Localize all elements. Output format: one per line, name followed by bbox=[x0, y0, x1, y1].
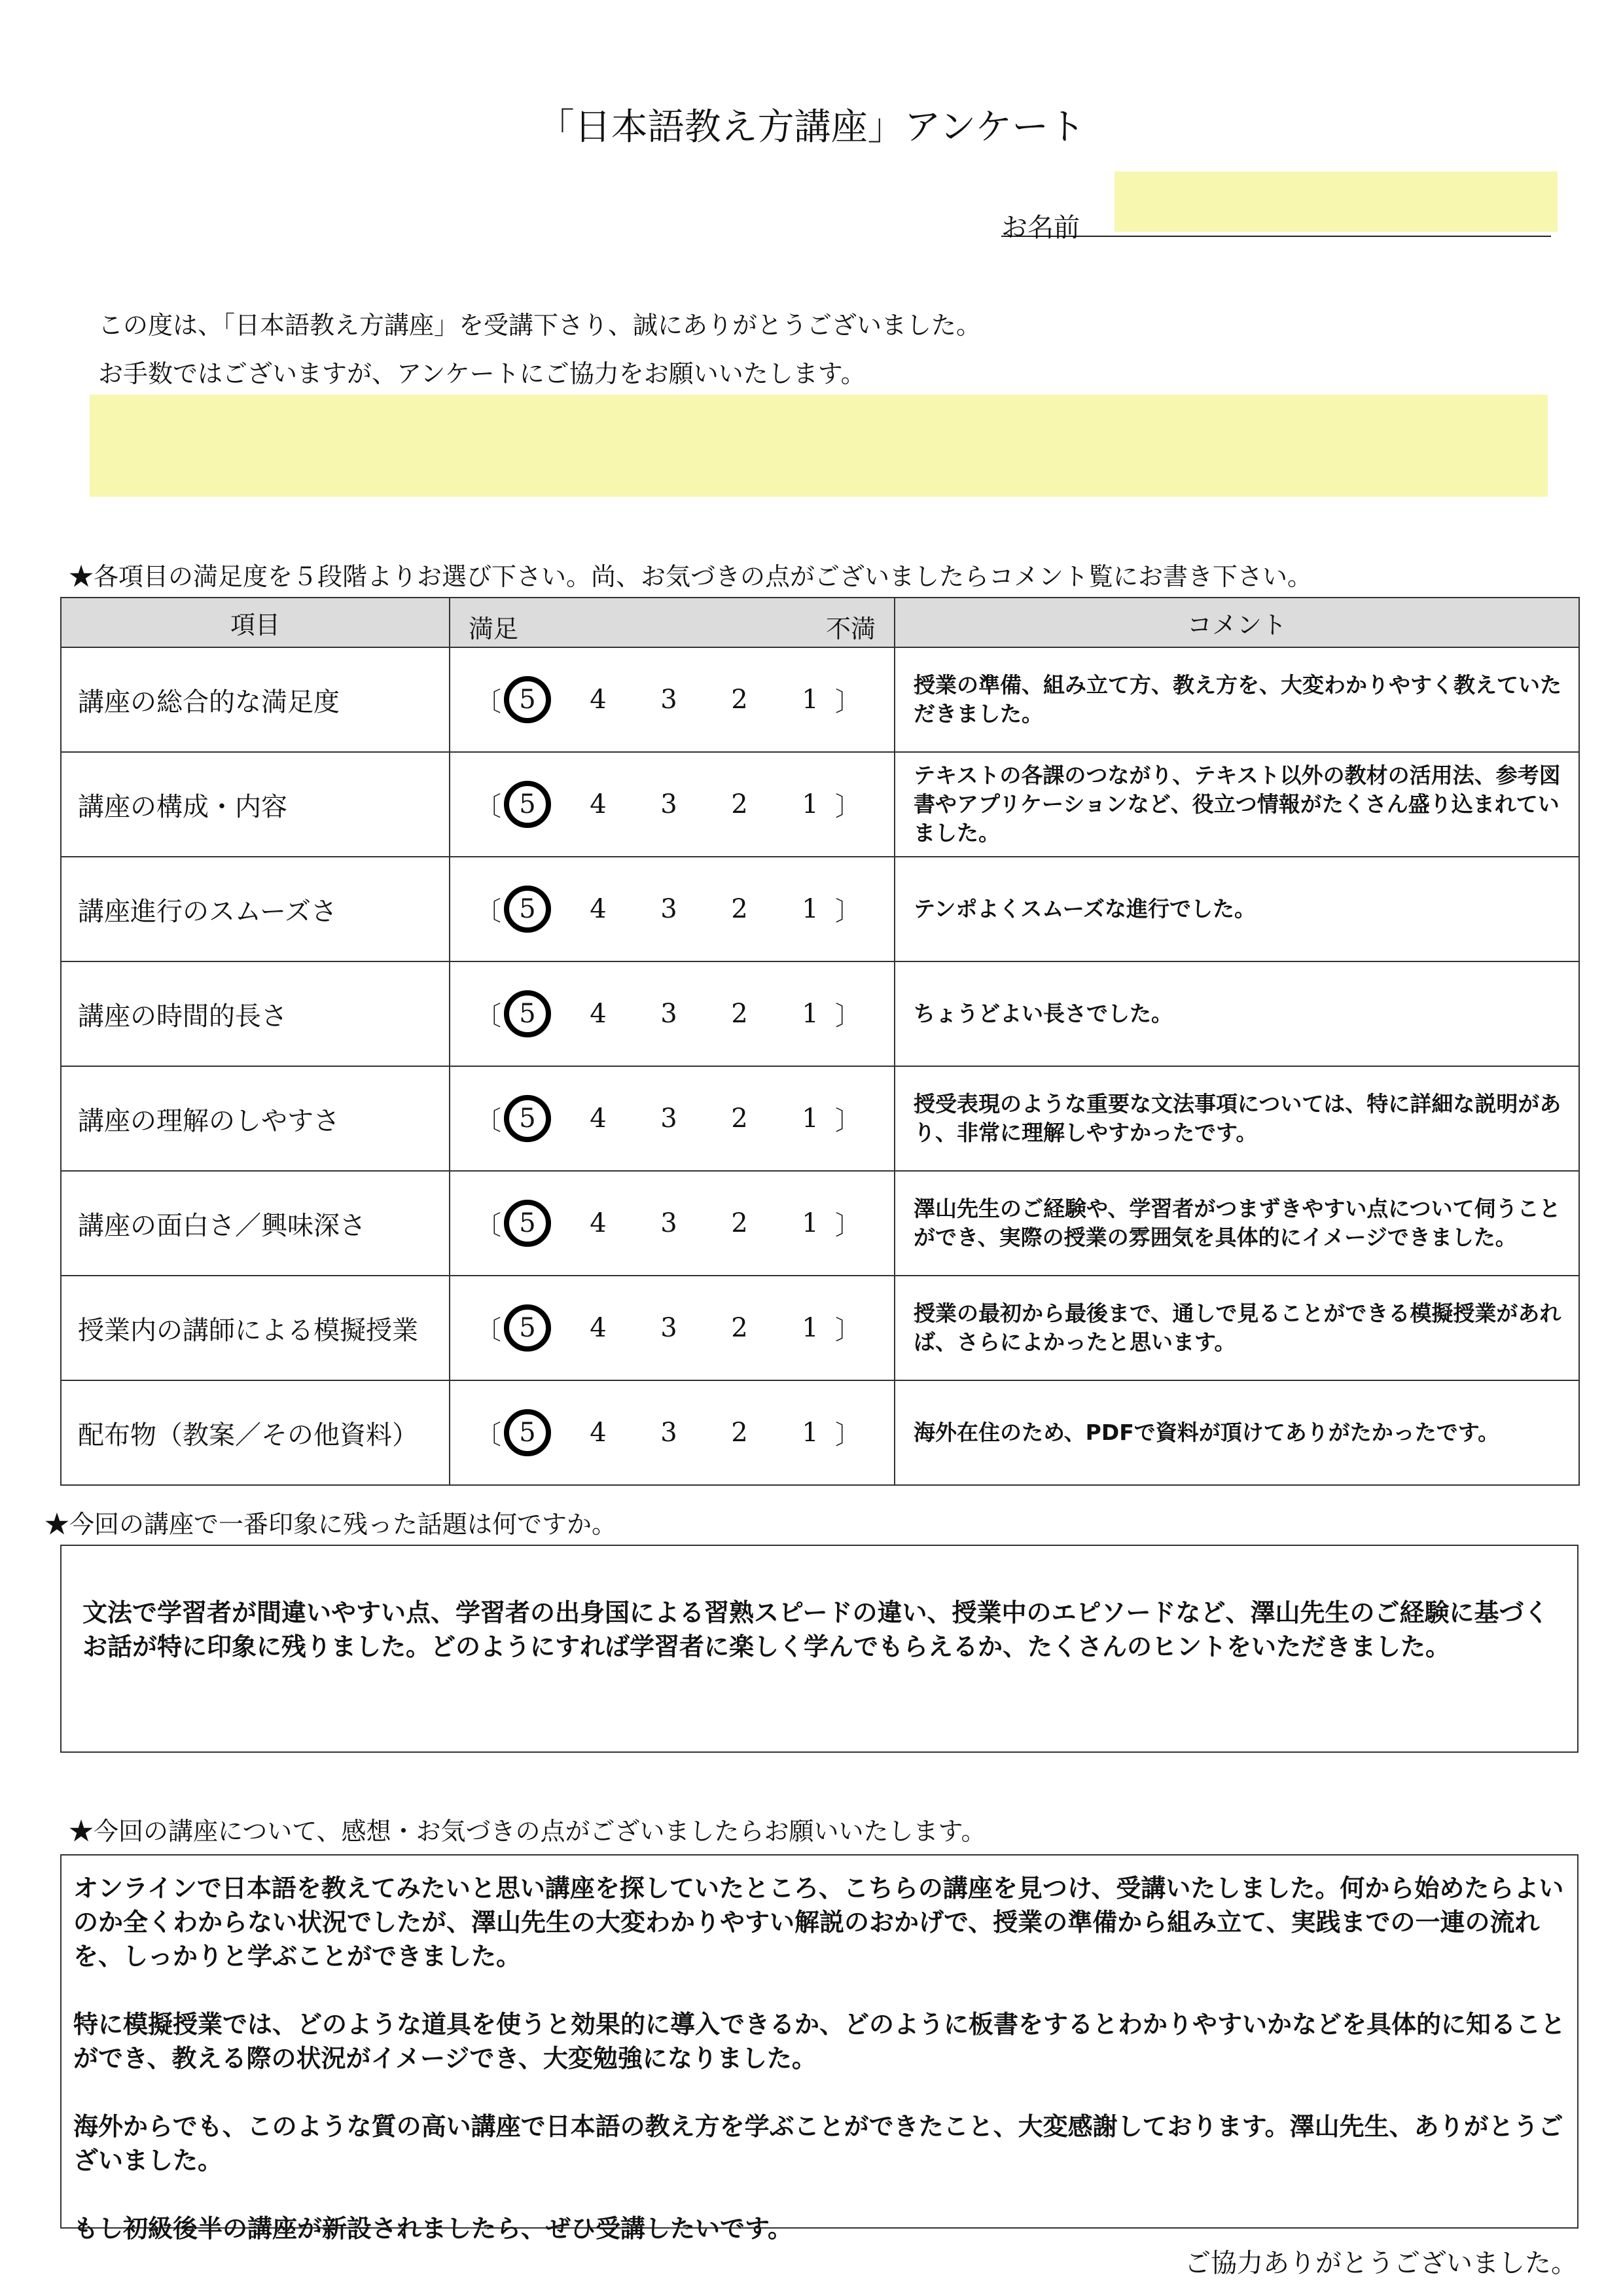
bracket-close: 〕 bbox=[835, 1105, 861, 1136]
scale-option-4[interactable]: 4 bbox=[590, 1208, 607, 1238]
header-item: 項目 bbox=[61, 598, 450, 647]
bracket-open: 〔 bbox=[475, 1210, 501, 1241]
selected-circle bbox=[504, 1095, 551, 1142]
scale-option-2[interactable]: 2 bbox=[731, 789, 748, 819]
header-scale bbox=[450, 598, 895, 647]
bracket-open: 〔 bbox=[475, 896, 501, 927]
scale-option-4[interactable]: 4 bbox=[590, 685, 607, 715]
q2-answer-text: 文法で学習者が間違いやすい点、学習者の出身国による習熟スピードの違い、授業中のエピソードなど、澤山先生のご経験に基づくお話が特に印象に残りました。どのようにすれば学習者に楽しく学んでもらえるか、たくさんのヒントをいただきました。 bbox=[82, 1598, 1549, 1661]
rating-item-label: 講座の理解のしやすさ bbox=[61, 1066, 450, 1171]
bracket-close: 〕 bbox=[835, 1315, 861, 1346]
q3-heading: ★今回の講座について、感想・お気づきの点がございましたらお願いいたします。 bbox=[69, 1817, 986, 1846]
rating-scale bbox=[450, 1066, 895, 1171]
closing-thanks: ご協力ありがとうございました。 bbox=[1185, 2248, 1577, 2278]
selected-circle bbox=[504, 1200, 551, 1247]
scale-option-3[interactable]: 3 bbox=[660, 1313, 677, 1343]
bracket-close: 〕 bbox=[835, 1420, 861, 1450]
rating-comment: テキストの各課のつながり、テキスト以外の教材の活用法、参考図書やアプリケーションなど、役立つ情報がたくさん盛り込まれていました。 bbox=[895, 752, 1579, 857]
rating-comment: 授受表現のような重要な文法事項については、特に詳細な説明があり、非常に理解しやすかったです。 bbox=[895, 1066, 1579, 1171]
scale-option-4[interactable]: 4 bbox=[590, 1103, 607, 1134]
scale-option-5[interactable]: 5 bbox=[519, 789, 536, 819]
intro-line-1: この度は、「日本語教え方講座」を受講下さり、誠にありがとうございました。 bbox=[98, 311, 982, 340]
scale-option-3[interactable]: 3 bbox=[660, 1208, 677, 1238]
rating-comment: ちょうどよい長さでした。 bbox=[895, 961, 1579, 1066]
q3-paragraph: 特に模擬授業では、どのような道具を使うと効果的に導入できるか、どのように板書をするとわかりやすいかなどを具体的に知ることができ、教える際の状況がイメージでき、大変勉強になりました。 bbox=[73, 2010, 1566, 2073]
scale-option-5[interactable]: 5 bbox=[519, 999, 536, 1029]
bracket-close: 〕 bbox=[835, 1001, 861, 1031]
rating-comment: 澤山先生のご経験や、学習者がつまずきやすい点について伺うことができ、実際の授業の雰囲気を具体的にイメージできました。 bbox=[895, 1171, 1579, 1276]
highlight-band bbox=[90, 395, 1548, 497]
rating-table-header bbox=[61, 598, 1579, 647]
scale-option-1[interactable]: 1 bbox=[802, 685, 819, 715]
bracket-open: 〔 bbox=[475, 687, 501, 717]
bracket-open: 〔 bbox=[475, 1315, 501, 1346]
scale-option-4[interactable]: 4 bbox=[590, 894, 607, 924]
rating-row bbox=[61, 857, 1579, 961]
rating-row bbox=[61, 752, 1579, 857]
rating-item-label: 講座進行のスムーズさ bbox=[61, 857, 450, 961]
q3-answer-box bbox=[60, 1854, 1578, 2243]
scale-option-4[interactable]: 4 bbox=[590, 789, 607, 819]
scale-option-5[interactable]: 5 bbox=[519, 685, 536, 715]
bracket-open: 〔 bbox=[475, 791, 501, 822]
rating-section-heading: ★各項目の満足度を５段階よりお選び下さい。尚、お気づきの点がございましたらコメント覧にお書き下さい。 bbox=[69, 562, 1313, 591]
scale-option-3[interactable]: 3 bbox=[660, 685, 677, 715]
scale-option-3[interactable]: 3 bbox=[660, 999, 677, 1029]
selected-circle bbox=[504, 676, 551, 723]
scale-option-1[interactable]: 1 bbox=[802, 1418, 819, 1448]
bracket-open: 〔 bbox=[475, 1001, 501, 1031]
scale-option-2[interactable]: 2 bbox=[731, 1103, 748, 1134]
rating-scale bbox=[450, 961, 895, 1066]
scale-option-5[interactable]: 5 bbox=[519, 1418, 536, 1448]
rating-item-label: 授業内の講師による模擬授業 bbox=[61, 1276, 450, 1380]
rating-item-label: 講座の時間的長さ bbox=[61, 961, 450, 1066]
q2-heading: ★今回の講座で一番印象に残った話題は何ですか。 bbox=[45, 1510, 617, 1539]
bracket-open: 〔 bbox=[475, 1105, 501, 1136]
rating-scale bbox=[450, 752, 895, 857]
scale-option-1[interactable]: 1 bbox=[802, 789, 819, 819]
rating-comment: テンポよくスムーズな進行でした。 bbox=[895, 857, 1579, 961]
header-comment: コメント bbox=[895, 598, 1579, 647]
scale-option-2[interactable]: 2 bbox=[731, 999, 748, 1029]
scale-option-3[interactable]: 3 bbox=[660, 1418, 677, 1448]
scale-option-3[interactable]: 3 bbox=[660, 894, 677, 924]
rating-scale bbox=[450, 1171, 895, 1276]
scale-option-2[interactable]: 2 bbox=[731, 1418, 748, 1448]
rating-scale bbox=[450, 647, 895, 752]
q3-paragraph: オンラインで日本語を教えてみたいと思い講座を探していたところ、こちらの講座を見つけ、受講いたしました。何から始めたらよいのか全くわからない状況でしたが、澤山先生の大変わかりやすい解説のおかげで、授業の準備から組み立て、実践までの一連の流れを、しっかりと学ぶことができました。 bbox=[73, 1874, 1564, 1971]
scale-option-1[interactable]: 1 bbox=[802, 1103, 819, 1134]
rating-item-label: 講座の総合的な満足度 bbox=[61, 647, 450, 752]
rating-comment: 海外在住のため、PDFで資料が頂けてありがたかったです。 bbox=[895, 1380, 1579, 1485]
rating-comment: 授業の最初から最後まで、通しで見ることができる模擬授業があれば、さらによかったと思います。 bbox=[895, 1276, 1579, 1380]
bracket-close: 〕 bbox=[835, 687, 861, 717]
scale-option-2[interactable]: 2 bbox=[731, 894, 748, 924]
selected-circle bbox=[504, 990, 551, 1037]
bracket-close: 〕 bbox=[835, 1210, 861, 1241]
scale-option-3[interactable]: 3 bbox=[660, 1103, 677, 1134]
scale-option-5[interactable]: 5 bbox=[519, 1103, 536, 1134]
rating-scale bbox=[450, 857, 895, 961]
scale-option-2[interactable]: 2 bbox=[731, 1208, 748, 1238]
rating-row bbox=[61, 1171, 1579, 1276]
rating-scale bbox=[450, 1380, 895, 1485]
scale-option-3[interactable]: 3 bbox=[660, 789, 677, 819]
scale-option-5[interactable]: 5 bbox=[519, 1313, 536, 1343]
intro-line-2: お手数ではございますが、アンケートにご協力をお願いいたします。 bbox=[98, 359, 866, 388]
rating-row bbox=[61, 1380, 1579, 1485]
name-underline bbox=[1001, 236, 1551, 237]
scale-option-4[interactable]: 4 bbox=[590, 1313, 607, 1343]
rating-item-label: 講座の面白さ／興味深さ bbox=[61, 1171, 450, 1276]
selected-circle bbox=[504, 781, 551, 828]
header-satisfied: 満足 bbox=[469, 615, 519, 643]
scale-option-5[interactable]: 5 bbox=[519, 1208, 536, 1238]
rating-item-label: 講座の構成・内容 bbox=[61, 752, 450, 857]
scale-option-5[interactable]: 5 bbox=[519, 894, 536, 924]
scale-option-4[interactable]: 4 bbox=[590, 1418, 607, 1448]
header-dissatisfied: 不満 bbox=[825, 615, 876, 643]
name-label: お名前 bbox=[1001, 213, 1080, 243]
scale-option-2[interactable]: 2 bbox=[731, 1313, 748, 1343]
rating-comment: 授業の準備、組み立て方、教え方を、大変わかりやすく教えていただきました。 bbox=[895, 647, 1579, 752]
q3-paragraph: 海外からでも、このような質の高い講座で日本語の教え方を学ぶことができたこと、大変感謝しております。澤山先生、ありがとうございました。 bbox=[73, 2112, 1563, 2175]
bracket-close: 〕 bbox=[835, 896, 861, 927]
scale-option-1[interactable]: 1 bbox=[802, 1313, 819, 1343]
bracket-close: 〕 bbox=[835, 791, 861, 822]
selected-circle bbox=[504, 1409, 551, 1456]
rating-row bbox=[61, 1276, 1579, 1380]
page-title: 「日本語教え方講座」アンケート bbox=[537, 106, 1086, 149]
bracket-open: 〔 bbox=[475, 1420, 501, 1450]
rating-item-label: 配布物（教案／その他資料） bbox=[61, 1380, 450, 1485]
q2-answer-box bbox=[60, 1545, 1578, 1753]
name-field[interactable] bbox=[1115, 171, 1558, 232]
rating-scale bbox=[450, 1276, 895, 1380]
scale-option-4[interactable]: 4 bbox=[590, 999, 607, 1029]
scale-option-1[interactable]: 1 bbox=[802, 894, 819, 924]
scale-option-1[interactable]: 1 bbox=[802, 999, 819, 1029]
rating-table bbox=[60, 597, 1580, 1486]
scale-option-1[interactable]: 1 bbox=[802, 1208, 819, 1238]
selected-circle bbox=[504, 1304, 551, 1352]
scale-option-2[interactable]: 2 bbox=[731, 685, 748, 715]
rating-row bbox=[61, 1066, 1579, 1171]
rating-row bbox=[61, 647, 1579, 752]
rating-row bbox=[61, 961, 1579, 1066]
q3-paragraph: もし初級後半の講座が新設されましたら、ぜひ受講したいです。 bbox=[73, 2214, 793, 2243]
selected-circle bbox=[504, 886, 551, 933]
